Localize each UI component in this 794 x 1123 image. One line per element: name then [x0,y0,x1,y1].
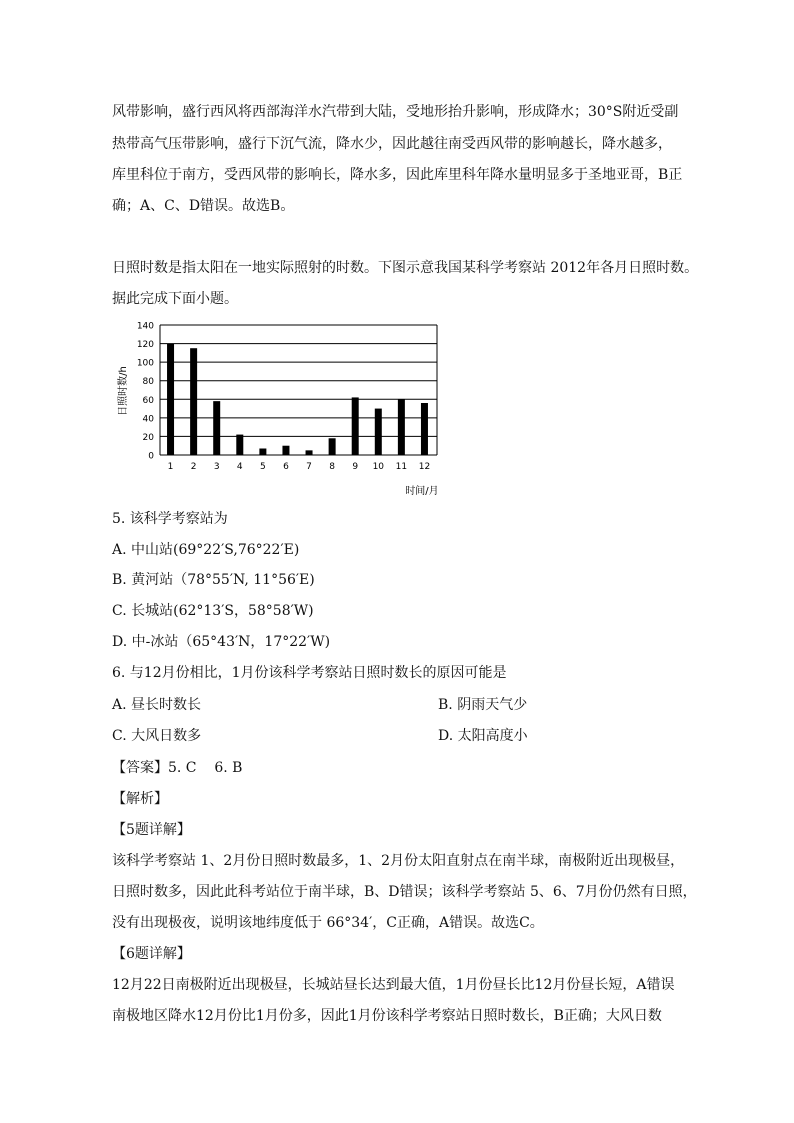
y-tick-label: 20 [142,432,154,443]
x-tick-label: 8 [329,462,335,472]
y-tick-label: 120 [136,340,154,351]
y-tick-label: 40 [142,414,154,425]
y-tick-label: 140 [136,321,154,332]
chart-grid [160,325,437,455]
bar [282,446,289,455]
q6-detail-line: 12月22日南极附近出现极昼，长城站昼长达到最大值，1月份昼长比12月份昼长短，A错误 [112,977,675,993]
answer-line: 【答案】5. C 6. B [112,760,243,776]
paragraph-line: 确；A、C、D错误。故选B。 [112,198,295,214]
question-5-stem: 5. 该科学考察站为 [112,511,228,527]
y-tick-label: 100 [136,358,154,369]
intro-line: 据此完成下面小题。 [112,291,238,307]
q6-detail-label: 【6题详解】 [112,946,191,962]
q6-option-b: B. 阴雨天气少 [438,697,528,713]
sunshine-bar-chart [112,315,452,500]
q5-detail-line: 日照时数多，因此此科考站位于南半球，B、D错误；该科学考察站 5、6、7月份仍然有日照， [112,884,697,900]
bar [190,348,197,455]
x-axis-label: 时间/月 [405,486,439,497]
q6-option-a: A. 昼长时数长 [112,697,202,713]
bar [167,344,174,455]
x-tick-label: 4 [236,462,243,472]
q5-detail-label: 【5题详解】 [112,822,191,838]
y-tick-label: 60 [142,395,154,406]
question-6-stem: 6. 与12月份相比，1月份该科学考察站日照时数长的原因可能是 [112,665,507,681]
q5-option-d: D. 中-冰站（65°43′N，17°22′W) [112,634,331,650]
bar [329,438,336,455]
x-tick-label: 9 [352,462,359,472]
bar [306,450,313,455]
paragraph-line: 风带影响，盛行西风将西部海洋水汽带到大陆，受地形抬升影响，形成降水；30°S附近受副 [112,104,679,120]
y-tick-label: 0 [148,451,154,462]
q6-option-d: D. 太阳高度小 [438,728,528,744]
q6-option-c: C. 大风日数多 [112,728,202,744]
bar [421,403,428,455]
bar [398,399,405,455]
x-tick-labels [168,462,431,472]
x-tick-label: 11 [395,462,408,472]
x-tick-label: 12 [418,462,431,472]
x-tick-label: 5 [260,462,266,472]
x-tick-label: 7 [306,462,312,472]
x-tick-label: 10 [372,462,385,472]
bar [259,449,266,456]
x-tick-label: 6 [283,462,289,472]
q5-detail-line: 没有出现极夜，说明该地纬度低于 66°34′，C正确，A错误。故选C。 [112,915,544,931]
paragraph-line: 库里科位于南方，受西风带的影响长，降水多，因此库里科年降水量明显多于圣地亚哥，B正 [112,167,683,183]
q5-option-a: A. 中山站(69°22′S,76°22′E) [112,542,300,558]
q6-detail-line: 南极地区降水12月份比1月份多，因此1月份该科学考察站日照时数长，B正确；大风日数 [112,1008,662,1024]
bar [213,401,220,455]
x-tick-label: 3 [213,462,220,472]
y-axis-label: 日照时数/h [118,366,129,416]
x-tick-label: 1 [167,462,174,472]
y-tick-labels [137,322,154,462]
q5-detail-line: 该科学考察站 1、2月份日照时数最多，1、2月份太阳直射点在南半球，南极附近出现极昼， [112,853,685,869]
analysis-label: 【解析】 [112,791,168,807]
bar [236,435,243,455]
bar [375,409,382,455]
paragraph-line: 热带高气压带影响，盛行下沉气流，降水少，因此越往南受西风带的影响越长，降水越多， [112,136,672,152]
intro-line: 日照时数是指太阳在一地实际照射的时数。下图示意我国某科学考察站 2012年各月日照时数。 [112,260,699,276]
x-tick-label: 2 [190,462,197,472]
q5-option-b: B. 黄河站（78°55′N, 11°56′E) [112,572,315,588]
y-tick-label: 80 [142,377,154,388]
q5-option-c: C. 长城站(62°13′S，58°58′W) [112,603,314,619]
bar [352,397,359,455]
